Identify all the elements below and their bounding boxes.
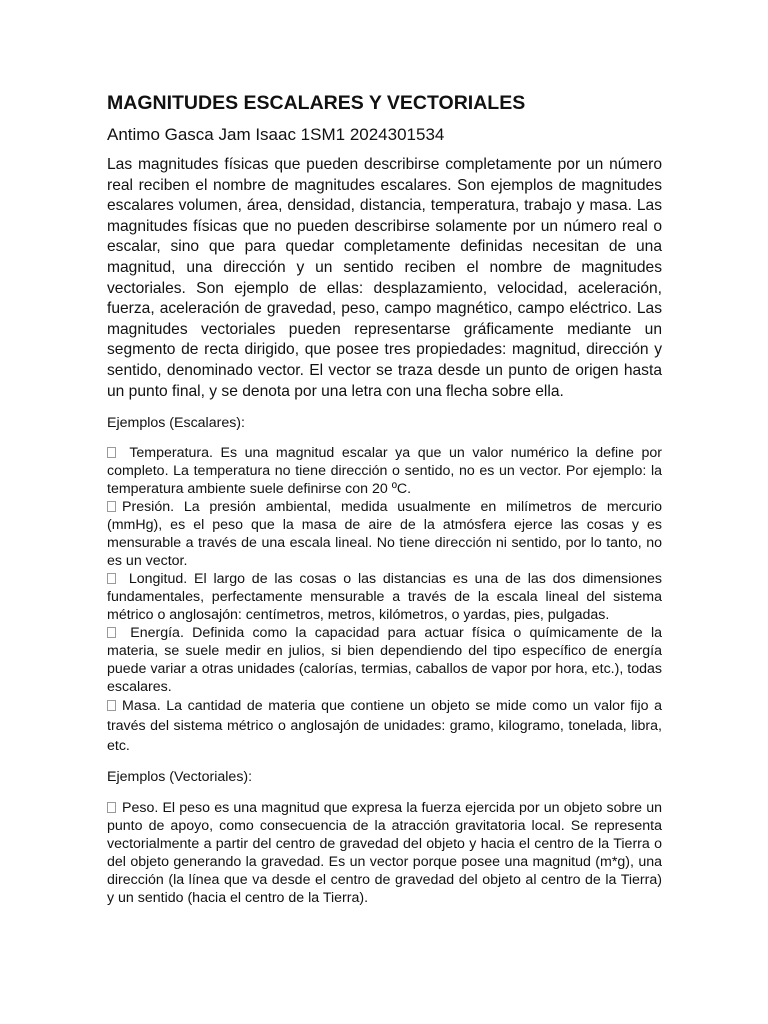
author-line: Antimo Gasca Jam Isaac 1SM1 2024301534 — [107, 125, 445, 144]
missing-glyph-bullet-icon — [107, 573, 116, 584]
list-item-text: Energía. Definida como la capacidad para actuar física o químicamente de la materia, se suele medir en julios, si bien dependiendo del tipo específico de energía puede variar a otras unidades (calorías, termias, caballos de vapor por hora, etc.), todas escalares. — [107, 625, 662, 696]
list-item-text: Peso. El peso es una magnitud que expresa la fuerza ejercida por un objeto sobre un punto de apoyo, como consecuencia de la atracción gravitatoria local. Se representa vectorialmente a partir del centro de gravedad del objeto y hacia el centro de la Tierra o del objeto generando la gravedad. Es un vector porque posee una magnitud (m*g), una dirección (la línea que va desde el centro de gravedad del objeto al centro de la Tierra) y un sentido (hacia el centro de la Tierra). — [107, 800, 662, 907]
missing-glyph-bullet-icon — [107, 700, 116, 711]
missing-glyph-bullet-icon — [107, 627, 116, 638]
vector-examples-heading: Ejemplos (Vectoriales): — [107, 769, 253, 786]
missing-glyph-bullet-icon — [107, 447, 116, 458]
list-item-text: Temperatura. Es una magnitud escalar ya que un valor numérico la define por completo. La temperatura no tiene dirección o sentido, no es un vector. Por ejemplo: la temperatura ambiente suele definirse con 20 ºC. — [107, 445, 662, 498]
vector-examples-list — [107, 799, 662, 907]
list-item-text: Presión. La presión ambiental, medida usualmente en milímetros de mercurio (mmHg), es el peso que la masa de aire de la atmósfera ejerce las cosas y es mensurable a través de una escala lineal. No tiene dirección ni sentido, por lo tanto, no es un vector. — [107, 499, 662, 570]
list-item — [107, 799, 662, 907]
list-item — [107, 624, 662, 696]
missing-glyph-bullet-icon — [107, 501, 116, 512]
document-body — [107, 90, 662, 907]
document-title: MAGNITUDES ESCALARES Y VECTORIALES — [107, 92, 526, 114]
list-item-text: Masa. La cantidad de materia que contiene un objeto se mide como un valor fijo a través del sistema métrico o anglosajón de unidades: gramo, kilogramo, tonelada, libra, etc. — [107, 698, 662, 755]
missing-glyph-bullet-icon — [107, 802, 116, 813]
list-item-text: Longitud. El largo de las cosas o las distancias es una de las dos dimensiones fundamentales, perfectamente mensurable a través de la escala lineal del sistema métrico o anglosajón: centímetros, metros, kilómetros, o yardas, pies, pulgadas. — [107, 571, 662, 624]
scalar-examples-heading: Ejemplos (Escalares): — [107, 415, 245, 432]
scalar-examples-list — [107, 444, 662, 756]
list-item — [107, 570, 662, 624]
list-item — [107, 498, 662, 570]
list-item — [107, 696, 662, 756]
intro-paragraph: Las magnitudes físicas que pueden describirse completamente por un número real reciben el nombre de magnitudes escalares. Son ejemplos de magnitudes escalares volumen, área, densidad, distancia, temperatura, trabajo y masa. Las magnitudes físicas que no pueden describirse solamente por un número real o escalar, sino que para quedar completamente definidas necesitan de una magnitud, una dirección y un sentido reciben el nombre de magnitudes vectoriales. Son ejemplo de ellas: desplazamiento, velocidad, aceleración, fuerza, aceleración de gravedad, peso, campo magnético, campo eléctrico. Las magnitudes vectoriales pueden representarse gráficamente mediante un segmento de recta dirigido, que posee tres propiedades: magnitud, dirección y sentido, denominado vector. El vector se traza desde un punto de origen hasta un punto final, y se denota por una letra con una flecha sobre ella. — [107, 156, 662, 400]
list-item — [107, 444, 662, 498]
